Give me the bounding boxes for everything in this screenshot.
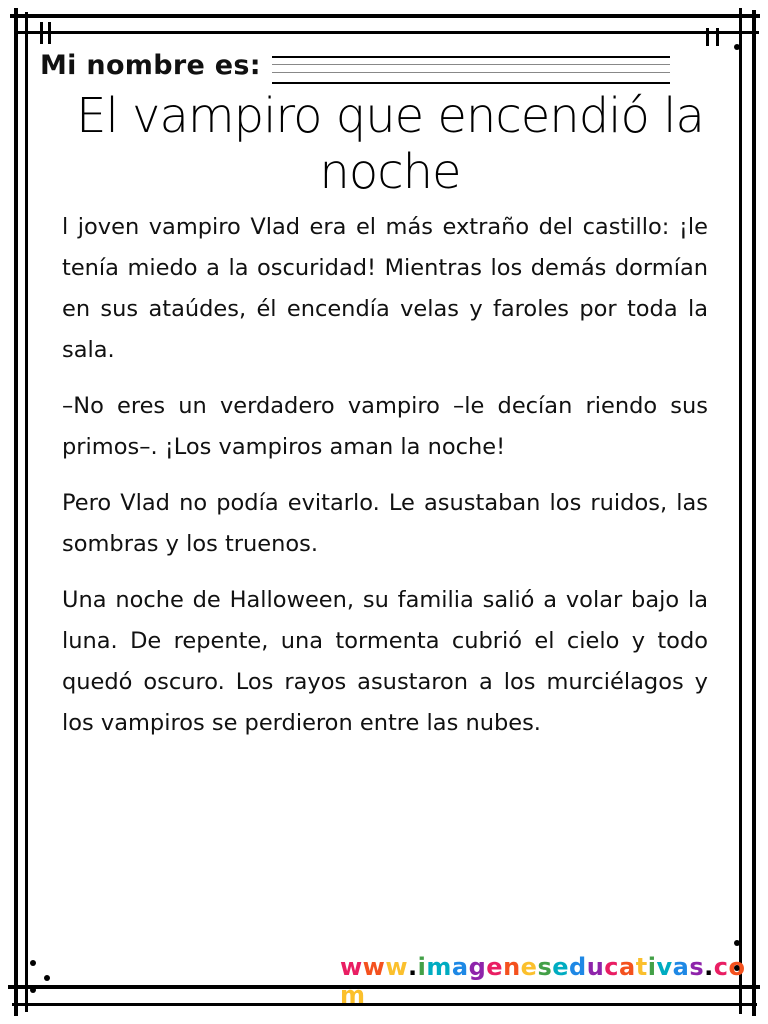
corner-tick <box>706 28 709 46</box>
website-letter: c <box>604 953 620 981</box>
website-letter: w <box>340 953 363 981</box>
corner-dot <box>44 975 50 981</box>
website-letter: i <box>417 953 427 981</box>
corner-dot <box>734 940 740 946</box>
website-letter: . <box>408 953 418 981</box>
corner-tick <box>40 22 43 44</box>
corner-dot <box>30 960 36 966</box>
website-letter: w <box>385 953 409 981</box>
website-letter: e <box>486 953 504 981</box>
name-label: Mi nombre es: <box>40 50 261 81</box>
name-write-lines[interactable] <box>272 56 670 86</box>
website-letter: a <box>672 953 690 981</box>
website-letter: m <box>426 953 452 981</box>
website-letter: s <box>689 953 705 981</box>
story-paragraph: –No eres un verdadero vampiro –le decían riendo sus primos–. ¡Los vampiros aman la noche! <box>62 393 708 460</box>
story-paragraph: l joven vampiro Vlad era el más extraño del castillo: ¡le tenía miedo a la oscuridad! Mientras los demás dormían en sus ataúdes, él encendía velas y faroles por toda la sala. <box>62 214 708 363</box>
website-letter: a <box>451 953 469 981</box>
website-letter: u <box>586 953 605 981</box>
website-letter: g <box>468 953 487 981</box>
website-letter: w <box>362 953 386 981</box>
website-letter: i <box>647 953 657 981</box>
website-letter: e <box>552 953 570 981</box>
page-title: El vampiro que encendió la noche <box>76 88 704 200</box>
story-text <box>62 207 708 759</box>
frame-left-line-2 <box>25 12 28 1012</box>
website-letter: v <box>656 953 673 981</box>
website-letter: . <box>704 953 714 981</box>
website-link[interactable] <box>340 953 768 1009</box>
frame-left-line <box>14 8 18 1016</box>
corner-tick <box>48 22 51 44</box>
corner-dot <box>30 987 36 993</box>
story-paragraph: Una noche de Halloween, su familia salió a volar bajo la luna. De repente, una tormenta cubrió el cielo y todo quedó oscuro. Los rayos asustaron a los murciélagos y los vampiros se perdieron entre las nubes. <box>62 587 708 736</box>
website-letter: s <box>537 953 553 981</box>
website-letter: t <box>635 953 648 981</box>
website-letter: e <box>520 953 538 981</box>
frame-right-line <box>739 8 742 1014</box>
website-letter: d <box>569 953 587 981</box>
corner-dot <box>734 44 740 50</box>
website-letter: m <box>340 981 366 1009</box>
frame-right-line-2 <box>752 10 756 1016</box>
corner-tick <box>716 28 719 46</box>
website-letter: n <box>503 953 521 981</box>
website-letter: c <box>713 953 729 981</box>
name-field-row <box>40 50 680 86</box>
website-letter: o <box>728 953 746 981</box>
website-letter: a <box>619 953 636 981</box>
frame-top-line <box>10 14 760 18</box>
frame-top-line-2 <box>14 31 759 34</box>
story-paragraph: Pero Vlad no podía evitarlo. Le asustaban los ruidos, las sombras y los truenos. <box>62 490 708 557</box>
